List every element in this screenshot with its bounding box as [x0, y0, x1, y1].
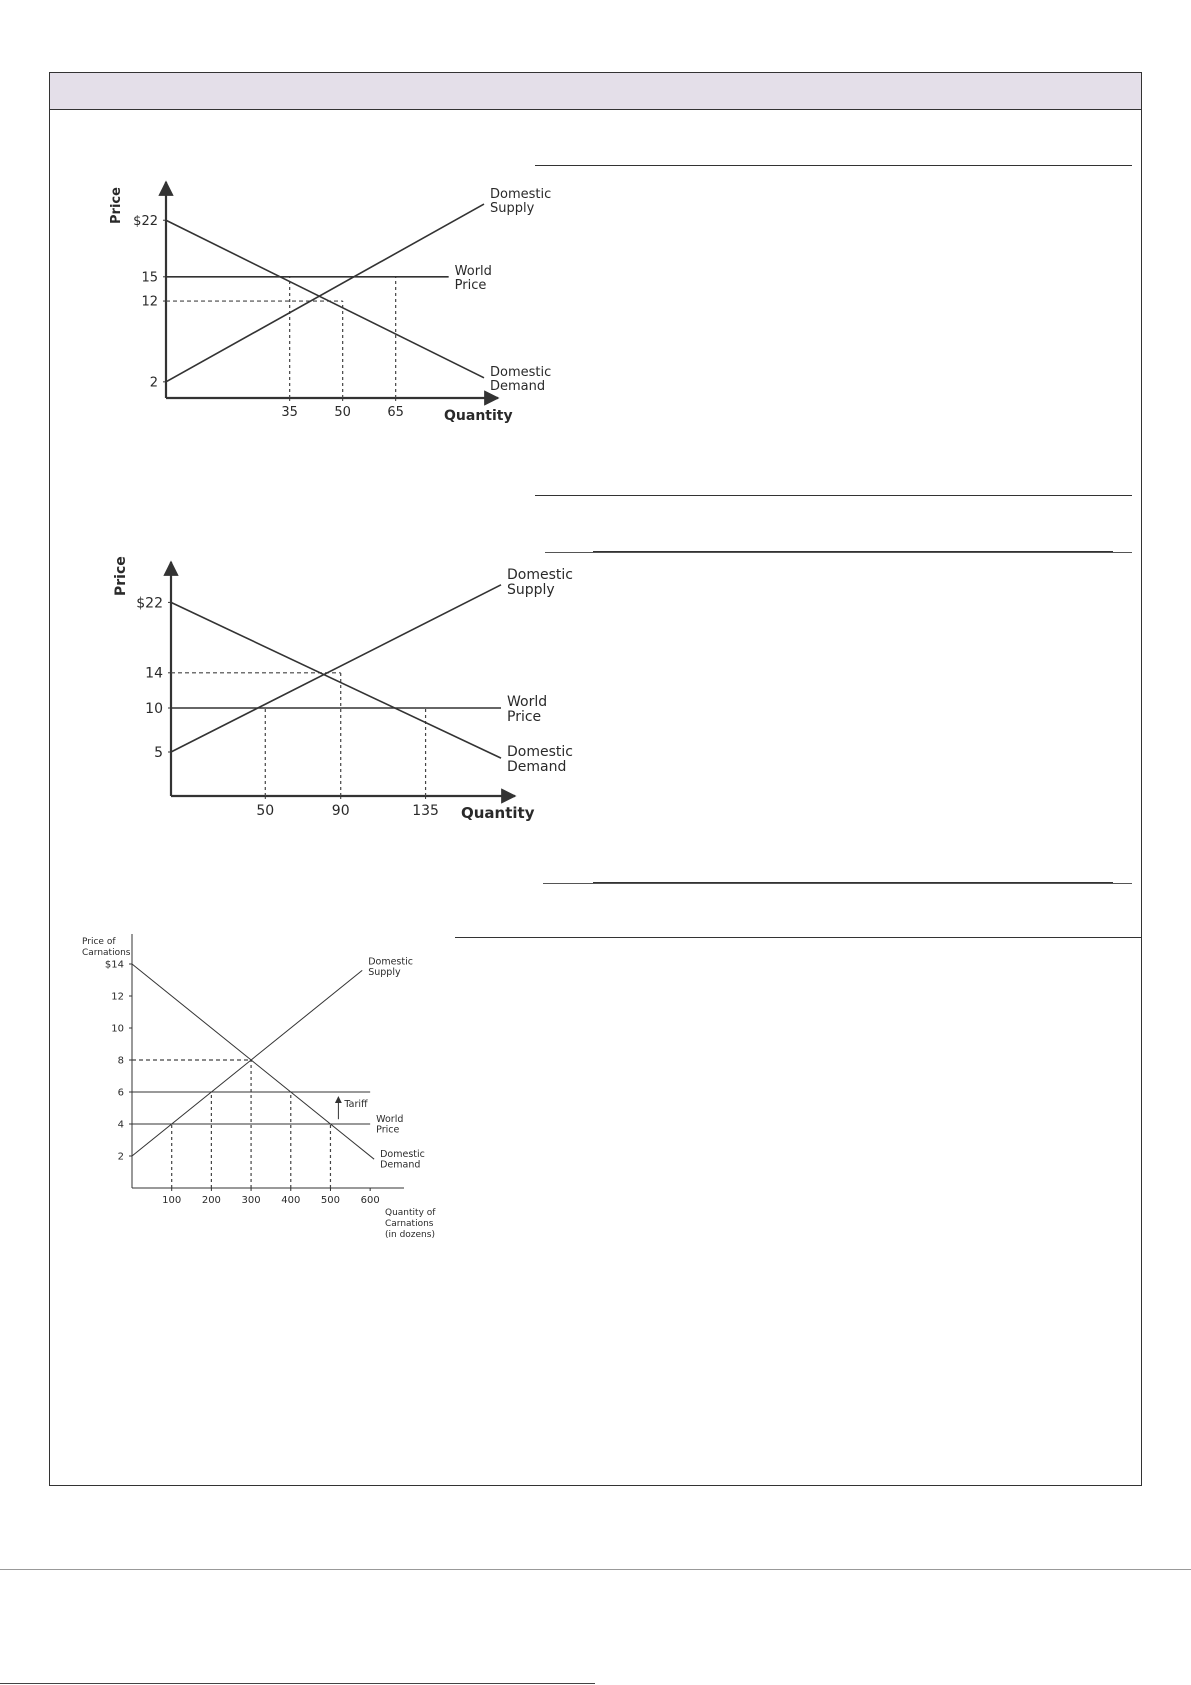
y-tick-label: 5 [154, 744, 163, 761]
y-tick-label: 12 [111, 991, 124, 1003]
answer-line [593, 882, 1113, 883]
series-label: Domestic [380, 1149, 425, 1161]
series-label: Domestic [507, 566, 573, 583]
page-bottom-rule [0, 1683, 595, 1684]
x-axis-label: Quantity of [385, 1208, 436, 1218]
y-axis-label: Price of [82, 937, 116, 947]
x-tick-label: 90 [331, 803, 350, 819]
series-label: Price [454, 277, 487, 293]
x-tick-label: 50 [256, 803, 275, 819]
x-tick-label: 300 [241, 1195, 261, 1206]
header-band [50, 73, 1141, 110]
y-axis-label: Price [113, 556, 129, 596]
y-tick-label: $22 [136, 595, 163, 612]
x-tick-label: 500 [320, 1195, 341, 1206]
y-tick-label: $22 [133, 213, 158, 229]
domestic-supply-line [171, 585, 501, 752]
chart-carnations-tariff [80, 930, 440, 1245]
series-label: Demand [507, 759, 567, 776]
domestic-supply-line [166, 204, 484, 382]
answer-line [535, 165, 1132, 166]
answer-line [455, 937, 1142, 938]
x-axis-label: Quantity [461, 804, 535, 822]
x-axis-label: Carnations [385, 1219, 434, 1229]
answer-line [545, 552, 1132, 553]
y-tick-label: 6 [117, 1087, 124, 1099]
series-label: Supply [368, 966, 401, 978]
y-tick-label: 10 [111, 1023, 124, 1035]
x-tick-label: 400 [281, 1195, 301, 1206]
x-tick-label: 35 [281, 405, 298, 420]
y-tick-label: 4 [117, 1119, 124, 1131]
series-label: Supply [507, 581, 555, 598]
y-tick-label: 15 [141, 270, 158, 286]
series-label: World [454, 263, 492, 279]
y-tick-label: 2 [117, 1151, 124, 1163]
chart-world-price-above [100, 180, 552, 425]
series-label: Domestic [490, 364, 552, 380]
answer-line [543, 883, 1132, 884]
x-tick-label: 100 [162, 1195, 182, 1206]
page-footer-rule [0, 1569, 1191, 1570]
domestic-demand-line [171, 602, 501, 758]
y-axis-label: Carnations [82, 948, 131, 958]
y-tick-label: 8 [117, 1055, 124, 1067]
series-label: Domestic [507, 744, 573, 761]
y-tick-label: 10 [145, 700, 163, 717]
x-tick-label: 135 [412, 803, 439, 819]
series-label: Supply [490, 201, 535, 217]
series-label: Price [376, 1124, 400, 1136]
answer-line [535, 495, 1132, 496]
y-tick-label: 2 [149, 375, 158, 391]
domestic-supply-line [132, 970, 362, 1156]
tariff-label: Tariff [344, 1098, 368, 1110]
series-label: Domestic [490, 187, 552, 203]
x-tick-label: 65 [387, 405, 404, 420]
x-axis-label: (in dozens) [385, 1230, 435, 1240]
domestic-demand-line [166, 220, 484, 378]
domestic-demand-line [132, 964, 374, 1159]
series-label: Domestic [368, 956, 413, 968]
y-axis-label: Price [109, 187, 124, 224]
x-tick-label: 600 [360, 1195, 380, 1206]
answer-line [593, 551, 1113, 552]
chart-world-price-below [105, 552, 573, 827]
x-tick-label: 50 [334, 405, 351, 420]
y-tick-label: 12 [141, 294, 158, 310]
x-tick-label: 200 [201, 1195, 221, 1206]
x-axis-label: Quantity [444, 408, 513, 424]
y-tick-label: 14 [145, 665, 163, 682]
series-label: Demand [490, 378, 546, 394]
series-label: World [507, 694, 548, 710]
series-label: Demand [380, 1159, 421, 1171]
series-label: World [376, 1114, 404, 1125]
series-label: Price [507, 709, 542, 725]
y-tick-label: $14 [104, 959, 124, 971]
